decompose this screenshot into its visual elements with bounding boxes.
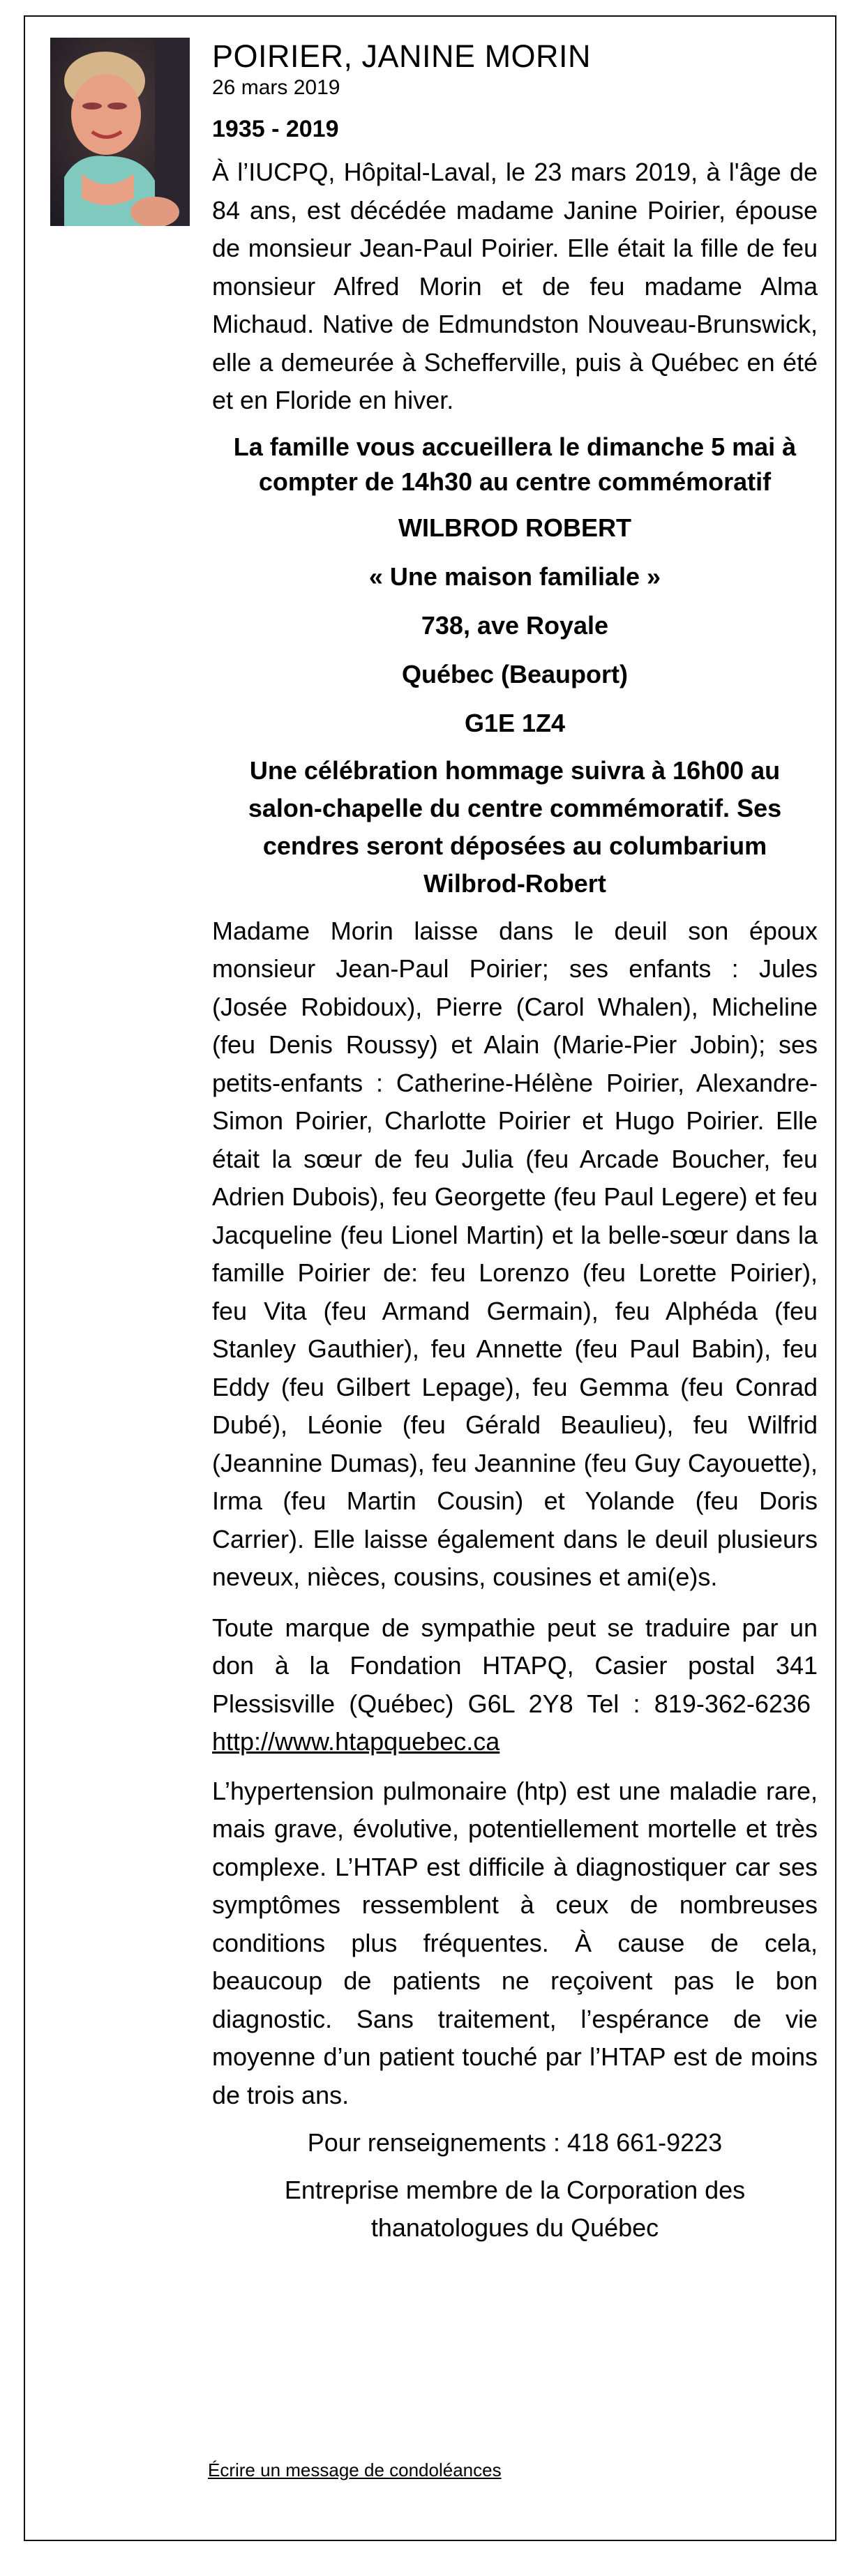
intro-paragraph: À l’IUCPQ, Hôpital-Laval, le 23 mars 2019, à l'âge de 84 ans, est décédée madame Janine Poirier, épouse de monsieur Jean-Paul Poirier. Elle était la fille de feu monsieur Alfred Morin et de feu madame Alma Michaud. Native de Edmundston Nouveau-Brunswick, elle a demeurée à Schefferville, puis à Québec en été et en Floride en hiver. — [212, 158, 818, 414]
life-years: 1935 - 2019 — [212, 116, 339, 142]
donation-website-link[interactable]: http://www.htapquebec.ca — [212, 1727, 500, 1756]
venue-postal: G1E 1Z4 — [464, 708, 566, 737]
portrait-image — [50, 38, 190, 226]
venue-name: WILBROD ROBERT — [398, 513, 631, 542]
donation-text: Toute marque de sympathie peut se traduire par un don à la Fondation HTAPQ, Casier postal 341 Plessisville (Québec) G6L 2Y8 Tel : 819-362-6236 — [212, 1613, 818, 1718]
venue-tagline: « Une maison familiale » — [368, 562, 661, 591]
htap-info-paragraph: L’hypertension pulmonaire (htp) est une maladie rare, mais grave, évolutive, potentiellement mortelle et très complexe. L’HTAP est difficile à diagnostiquer car ses symptômes ressemblent à ceux de nombreuses conditions plus fréquentes. À cause de cela, beaucoup de patients ne reçoivent pas le bon diagnostic. Sans traitement, l’espérance de vie moyenne d’un patient touché par l’HTAP est de moins de trois ans. — [212, 1776, 818, 2109]
obituary-content — [212, 38, 818, 2247]
write-condolence-link[interactable]: Écrire un message de condoléances — [208, 2460, 502, 2480]
ceremony-notice: Une célébration hommage suivra à 16h00 au salon-chapelle du centre commémoratif. Ses cendres seront déposées au columbarium Wilbrod-Robert — [248, 755, 782, 898]
survivors-paragraph: Madame Morin laisse dans le deuil son époux monsieur Jean-Paul Poirier; ses enfants : Jules (Josée Robidoux), Pierre (Carol Whalen), Micheline (feu Denis Roussy) et Alain (Marie-Pier Jobin); ses petits-enfants : Catherine-Hélène Poirier, Alexandre-Simon Poirier, Charlotte Poirier et Hugo Poirier. Elle était la sœur de feu Julia (feu Arcade Boucher, feu Adrien Dubois), feu Georgette (feu Paul Legere) et feu Jacqueline (feu Lionel Martin) et la belle-sœur dans la famille Poirier de: feu Lorenzo (feu Lorette Poirier), feu Vita (feu Armand Germain), feu Alphéda (feu Stanley Gauthier), feu Annette (feu Paul Babin), feu Eddy (feu Gilbert Lepage), feu Gemma (feu Conrad Dubé), Léonie (feu Gérald Beaulieu), feu Wilfrid (Jeannine Dumas), feu Jeannine (feu Guy Cayouette), Irma (feu Martin Cousin) et Yolande (feu Doris Carrier). Elle laisse également dans le deuil plusieurs neveux, nièces, cousins, cousines et ami(e)s. — [212, 916, 818, 1591]
obituary-card — [24, 15, 836, 2541]
portrait-photo — [50, 38, 190, 226]
publication-date: 26 mars 2019 — [212, 76, 340, 99]
corporation-membership: Entreprise membre de la Corporation des thanatologues du Québec — [284, 2176, 746, 2242]
deceased-name: POIRIER, JANINE MORIN — [212, 38, 592, 74]
venue-city: Québec (Beauport) — [401, 659, 629, 688]
venue-street: 738, ave Royale — [421, 610, 609, 640]
donation-paragraph — [212, 1609, 818, 1761]
visitation-notice: La famille vous accueillera le dimanche 5 mai à compter de 14h30 au centre commémoratif — [233, 432, 797, 496]
info-phone: Pour renseignements : 418 661-9223 — [307, 2128, 723, 2157]
